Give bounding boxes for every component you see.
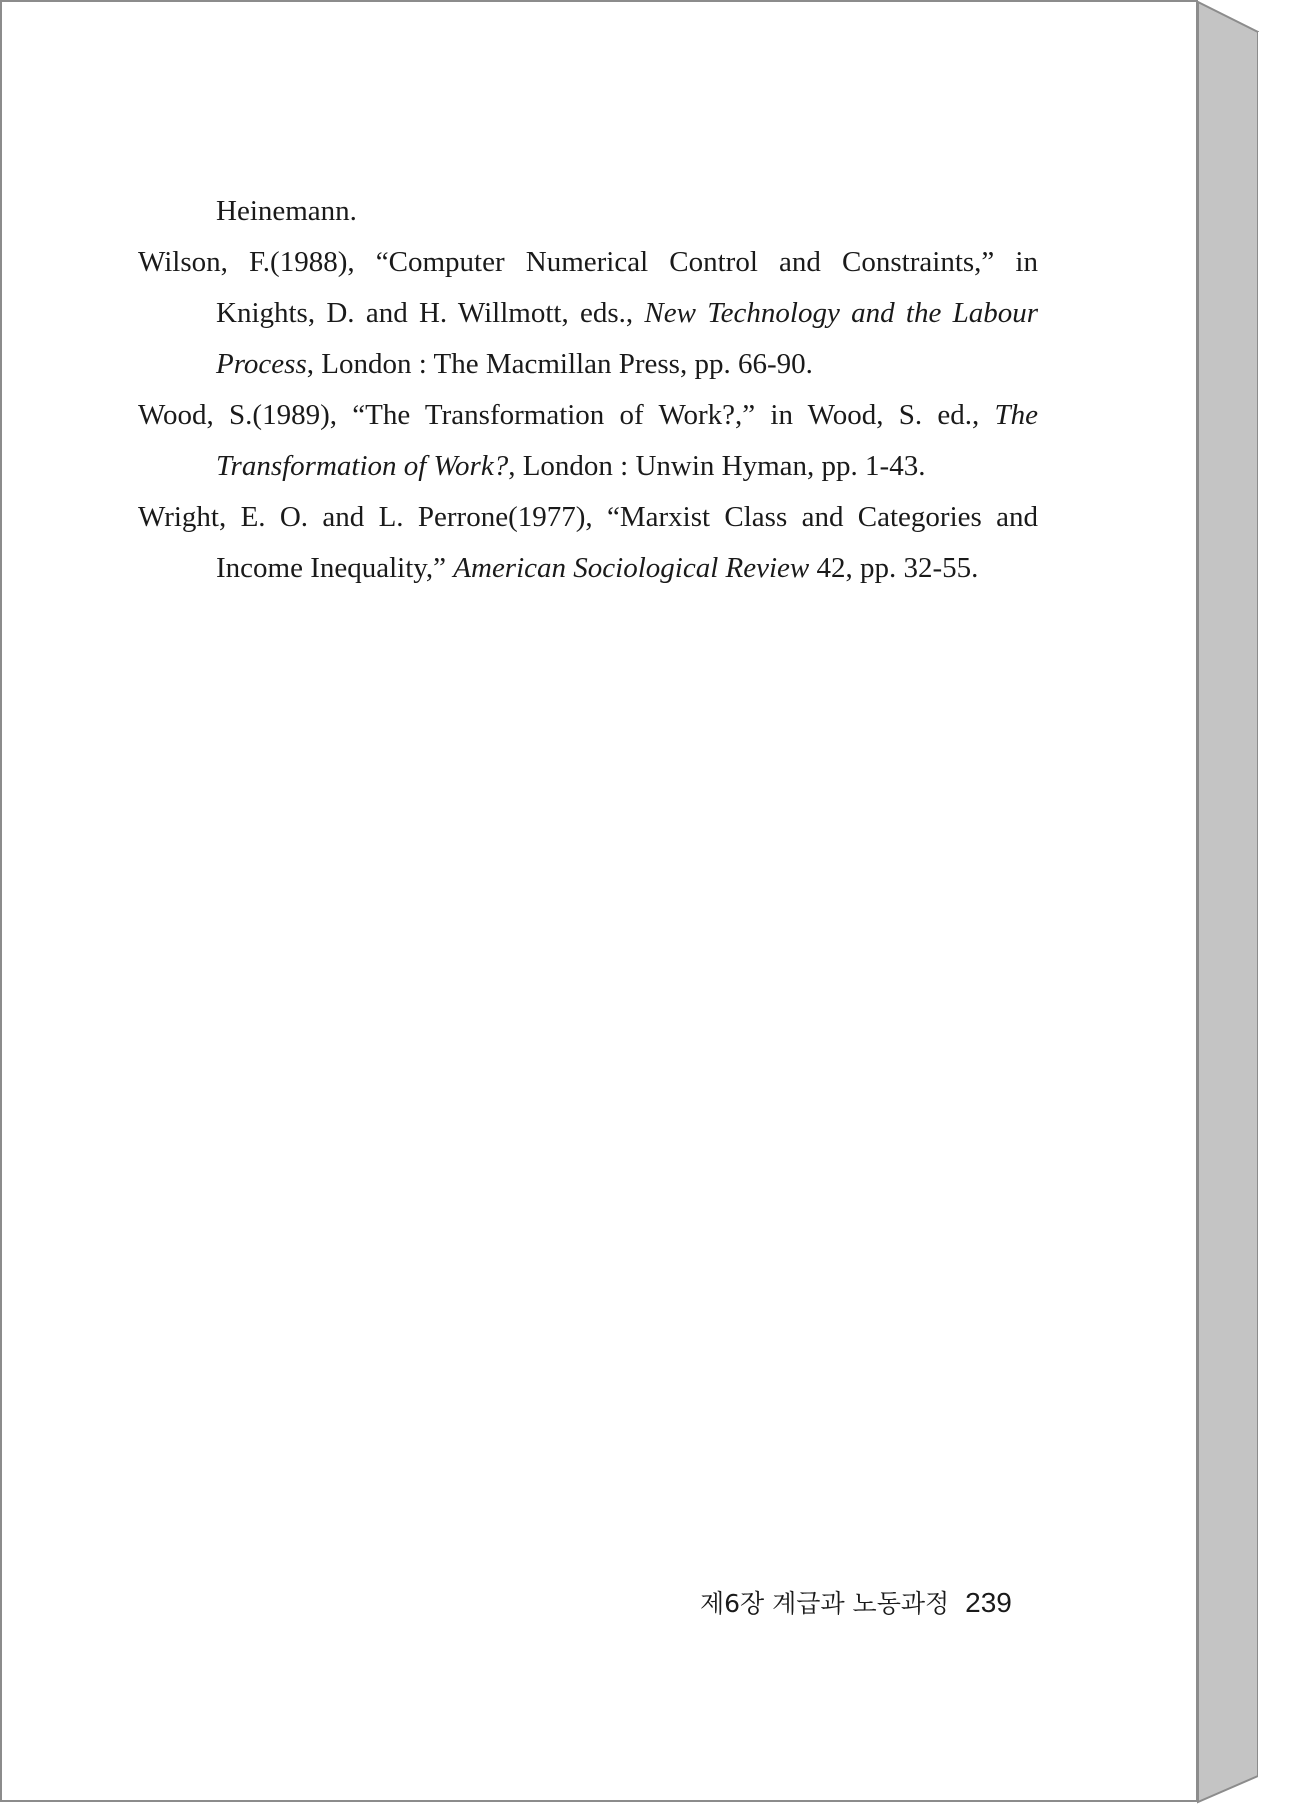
reference-wood: Wood, S.(1989), “The Transformation of Work?,” in Wood, S. ed., The Transformation of Work?, London : Unwin Hyman, pp. 1-43. <box>138 399 1038 482</box>
reference-list <box>138 186 1038 594</box>
reference-title: American Sociological Review <box>453 552 810 584</box>
reference-title: New Technology and the Labour Process <box>216 297 1038 380</box>
reference-wilson: Wilson, F.(1988), “Computer Numerical Control and Constraints,” in Knights, D. and H. Willmott, eds., New Technology and the Labour Process, London : The Macmillan Press, pp. 66-90. <box>138 246 1038 380</box>
reference-wright: Wright, E. O. and L. Perrone(1977), “Marxist Class and Categories and Income Inequality,” American Sociological Review 42, pp. 32-55. <box>138 501 1038 584</box>
page-footer <box>700 1584 1012 1620</box>
page-number: 239 <box>965 1587 1012 1618</box>
reference-title: The Transformation of Work? <box>216 399 1038 482</box>
reference-continuation: Heinemann. <box>216 195 357 227</box>
chapter-title: 제6장 계급과 노동과정 <box>700 1589 950 1618</box>
